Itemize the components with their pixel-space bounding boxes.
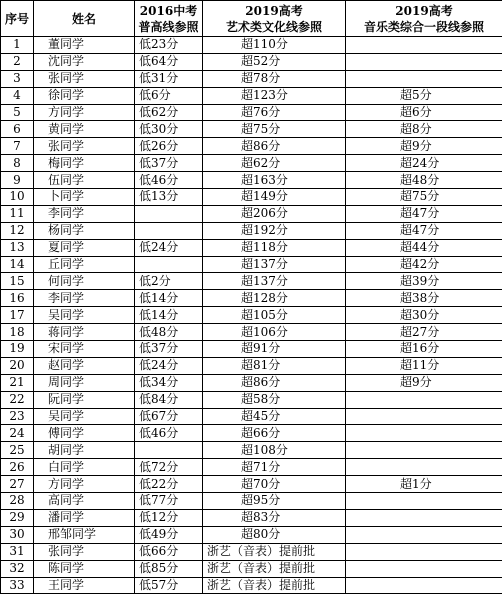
row-number: 18 (1, 324, 34, 341)
art-culture-diff: 超105分 (203, 307, 346, 324)
music-diff: 超75分 (346, 189, 502, 206)
zhongkao-diff: 低13分 (135, 189, 203, 206)
row-number: 28 (1, 493, 34, 510)
row-number: 27 (1, 476, 34, 493)
zhongkao-diff: 低34分 (135, 374, 203, 391)
zhongkao-diff: 低49分 (135, 526, 203, 543)
table-row (1, 391, 502, 408)
student-name: 张同学 (34, 138, 135, 155)
header-col-a (135, 1, 203, 37)
table-row (1, 560, 502, 577)
art-culture-diff: 浙艺（音表）提前批 (203, 577, 346, 594)
zhongkao-diff: 低31分 (135, 70, 203, 87)
zhongkao-diff: 低85分 (135, 560, 203, 577)
student-name: 张同学 (34, 543, 135, 560)
row-number: 4 (1, 87, 34, 104)
row-number: 7 (1, 138, 34, 155)
music-diff: 超42分 (346, 256, 502, 273)
zhongkao-diff: 低48分 (135, 324, 203, 341)
music-diff: 超8分 (346, 121, 502, 138)
table-row (1, 138, 502, 155)
table-row (1, 374, 502, 391)
header-row (1, 1, 502, 37)
zhongkao-diff: 低14分 (135, 307, 203, 324)
art-culture-diff: 超149分 (203, 189, 346, 206)
art-culture-diff: 超137分 (203, 256, 346, 273)
art-culture-diff: 超91分 (203, 341, 346, 358)
music-diff (346, 577, 502, 594)
row-number: 25 (1, 442, 34, 459)
row-number: 9 (1, 172, 34, 189)
zhongkao-diff: 低62分 (135, 104, 203, 121)
student-name: 夏同学 (34, 239, 135, 256)
art-culture-diff: 超86分 (203, 374, 346, 391)
row-number: 23 (1, 408, 34, 425)
music-diff: 超11分 (346, 357, 502, 374)
zhongkao-diff: 低66分 (135, 543, 203, 560)
table-row (1, 442, 502, 459)
zhongkao-diff: 低67分 (135, 408, 203, 425)
zhongkao-diff: 低57分 (135, 577, 203, 594)
row-number: 21 (1, 374, 34, 391)
header-col-a-line1: 2016中考 (139, 3, 198, 18)
header-col-b-line1: 2019高考 (245, 3, 303, 18)
table-row (1, 493, 502, 510)
student-name: 卜同学 (34, 189, 135, 206)
student-name: 赵同学 (34, 357, 135, 374)
row-number: 5 (1, 104, 34, 121)
zhongkao-diff: 低26分 (135, 138, 203, 155)
art-culture-diff: 超128分 (203, 290, 346, 307)
table-row (1, 425, 502, 442)
row-number: 30 (1, 526, 34, 543)
student-name: 沈同学 (34, 53, 135, 70)
table-row (1, 290, 502, 307)
row-number: 16 (1, 290, 34, 307)
row-number: 10 (1, 189, 34, 206)
row-number: 3 (1, 70, 34, 87)
header-col-b-line2: 艺术类文化线参照 (225, 19, 322, 34)
art-culture-diff: 超83分 (203, 509, 346, 526)
row-number: 22 (1, 391, 34, 408)
zhongkao-diff: 低77分 (135, 493, 203, 510)
music-diff: 超9分 (346, 138, 502, 155)
table-row (1, 87, 502, 104)
art-culture-diff: 超71分 (203, 459, 346, 476)
student-name: 吴同学 (34, 408, 135, 425)
zhongkao-diff: 低2分 (135, 273, 203, 290)
table-row (1, 37, 502, 54)
student-name: 杨同学 (34, 222, 135, 239)
art-culture-diff: 超76分 (203, 104, 346, 121)
zhongkao-diff: 低24分 (135, 239, 203, 256)
row-number: 33 (1, 577, 34, 594)
art-culture-diff: 浙艺（音表）提前批 (203, 560, 346, 577)
table-row (1, 239, 502, 256)
table-row (1, 104, 502, 121)
music-diff: 超44分 (346, 239, 502, 256)
zhongkao-diff (135, 256, 203, 273)
music-diff (346, 70, 502, 87)
student-name: 蒋同学 (34, 324, 135, 341)
row-number: 14 (1, 256, 34, 273)
music-diff (346, 391, 502, 408)
table-row (1, 543, 502, 560)
row-number: 31 (1, 543, 34, 560)
table-row (1, 408, 502, 425)
zhongkao-diff: 低24分 (135, 357, 203, 374)
art-culture-diff: 超70分 (203, 476, 346, 493)
student-name: 胡同学 (34, 442, 135, 459)
student-name: 李同学 (34, 205, 135, 222)
music-diff: 超16分 (346, 341, 502, 358)
music-diff: 超30分 (346, 307, 502, 324)
zhongkao-diff: 低72分 (135, 459, 203, 476)
art-culture-diff: 超81分 (203, 357, 346, 374)
header-num: 序号 (1, 1, 34, 37)
row-number: 11 (1, 205, 34, 222)
header-name: 姓名 (34, 1, 135, 37)
table-row (1, 189, 502, 206)
header-col-c-line2: 音乐类综合一段线参照 (363, 19, 484, 34)
table-row (1, 205, 502, 222)
art-culture-diff: 超78分 (203, 70, 346, 87)
header-col-a-line2: 普高线参照 (138, 19, 199, 34)
header-col-c-line1: 2019高考 (395, 3, 453, 18)
art-culture-diff: 超45分 (203, 408, 346, 425)
student-name: 高同学 (34, 493, 135, 510)
student-name: 潘同学 (34, 509, 135, 526)
student-name: 李同学 (34, 290, 135, 307)
art-culture-diff: 浙艺（音表）提前批 (203, 543, 346, 560)
music-diff: 超39分 (346, 273, 502, 290)
art-culture-diff: 超110分 (203, 37, 346, 54)
table-row (1, 476, 502, 493)
music-diff (346, 493, 502, 510)
student-name: 梅同学 (34, 155, 135, 172)
music-diff (346, 560, 502, 577)
row-number: 17 (1, 307, 34, 324)
art-culture-diff: 超118分 (203, 239, 346, 256)
table-row (1, 222, 502, 239)
zhongkao-diff: 低46分 (135, 425, 203, 442)
student-name: 傅同学 (34, 425, 135, 442)
zhongkao-diff: 低84分 (135, 391, 203, 408)
student-name: 宋同学 (34, 341, 135, 358)
zhongkao-diff: 低14分 (135, 290, 203, 307)
art-culture-diff: 超86分 (203, 138, 346, 155)
art-culture-diff: 超137分 (203, 273, 346, 290)
header-col-c (346, 1, 502, 37)
zhongkao-diff: 低23分 (135, 37, 203, 54)
table-row (1, 70, 502, 87)
music-diff (346, 509, 502, 526)
art-culture-diff: 超58分 (203, 391, 346, 408)
music-diff (346, 408, 502, 425)
music-diff: 超47分 (346, 205, 502, 222)
music-diff: 超9分 (346, 374, 502, 391)
art-culture-diff: 超95分 (203, 493, 346, 510)
table-row (1, 121, 502, 138)
art-culture-diff: 超106分 (203, 324, 346, 341)
music-diff: 超6分 (346, 104, 502, 121)
zhongkao-diff: 低22分 (135, 476, 203, 493)
zhongkao-diff: 低64分 (135, 53, 203, 70)
art-culture-diff: 超206分 (203, 205, 346, 222)
art-culture-diff: 超108分 (203, 442, 346, 459)
row-number: 26 (1, 459, 34, 476)
art-culture-diff: 超192分 (203, 222, 346, 239)
music-diff: 超27分 (346, 324, 502, 341)
row-number: 8 (1, 155, 34, 172)
music-diff: 超38分 (346, 290, 502, 307)
student-name: 周同学 (34, 374, 135, 391)
art-culture-diff: 超163分 (203, 172, 346, 189)
row-number: 20 (1, 357, 34, 374)
zhongkao-diff (135, 222, 203, 239)
student-name: 方同学 (34, 104, 135, 121)
student-name: 何同学 (34, 273, 135, 290)
music-diff (346, 425, 502, 442)
header-col-b (203, 1, 346, 37)
row-number: 29 (1, 509, 34, 526)
student-name: 黄同学 (34, 121, 135, 138)
table-row (1, 53, 502, 70)
table-row (1, 357, 502, 374)
student-name: 白同学 (34, 459, 135, 476)
music-diff (346, 543, 502, 560)
music-diff (346, 526, 502, 543)
music-diff: 超24分 (346, 155, 502, 172)
table-row (1, 307, 502, 324)
table-row (1, 459, 502, 476)
table-row (1, 341, 502, 358)
table-row (1, 256, 502, 273)
music-diff (346, 53, 502, 70)
art-culture-diff: 超75分 (203, 121, 346, 138)
zhongkao-diff: 低30分 (135, 121, 203, 138)
art-culture-diff: 超66分 (203, 425, 346, 442)
art-culture-diff: 超52分 (203, 53, 346, 70)
row-number: 24 (1, 425, 34, 442)
music-diff (346, 37, 502, 54)
music-diff (346, 459, 502, 476)
student-name: 方同学 (34, 476, 135, 493)
music-diff: 超47分 (346, 222, 502, 239)
student-name: 吴同学 (34, 307, 135, 324)
zhongkao-diff: 低6分 (135, 87, 203, 104)
row-number: 1 (1, 37, 34, 54)
art-culture-diff: 超123分 (203, 87, 346, 104)
zhongkao-diff: 低37分 (135, 155, 203, 172)
zhongkao-diff (135, 205, 203, 222)
zhongkao-diff (135, 442, 203, 459)
table-row (1, 526, 502, 543)
row-number: 15 (1, 273, 34, 290)
zhongkao-diff: 低12分 (135, 509, 203, 526)
row-number: 2 (1, 53, 34, 70)
row-number: 6 (1, 121, 34, 138)
row-number: 32 (1, 560, 34, 577)
table-row (1, 273, 502, 290)
row-number: 19 (1, 341, 34, 358)
table-row (1, 577, 502, 594)
music-diff (346, 442, 502, 459)
music-diff: 超5分 (346, 87, 502, 104)
student-name: 徐同学 (34, 87, 135, 104)
art-culture-diff: 超80分 (203, 526, 346, 543)
art-culture-diff: 超62分 (203, 155, 346, 172)
student-name: 伍同学 (34, 172, 135, 189)
row-number: 13 (1, 239, 34, 256)
student-name: 丘同学 (34, 256, 135, 273)
zhongkao-diff: 低37分 (135, 341, 203, 358)
student-name: 邢邹同学 (34, 526, 135, 543)
music-diff: 超48分 (346, 172, 502, 189)
student-name: 张同学 (34, 70, 135, 87)
student-name: 董同学 (34, 37, 135, 54)
table-row (1, 172, 502, 189)
student-name: 陈同学 (34, 560, 135, 577)
music-diff: 超1分 (346, 476, 502, 493)
zhongkao-diff: 低46分 (135, 172, 203, 189)
table-row (1, 155, 502, 172)
student-name: 王同学 (34, 577, 135, 594)
row-number: 12 (1, 222, 34, 239)
table-row (1, 509, 502, 526)
student-name: 阮同学 (34, 391, 135, 408)
table-row (1, 324, 502, 341)
